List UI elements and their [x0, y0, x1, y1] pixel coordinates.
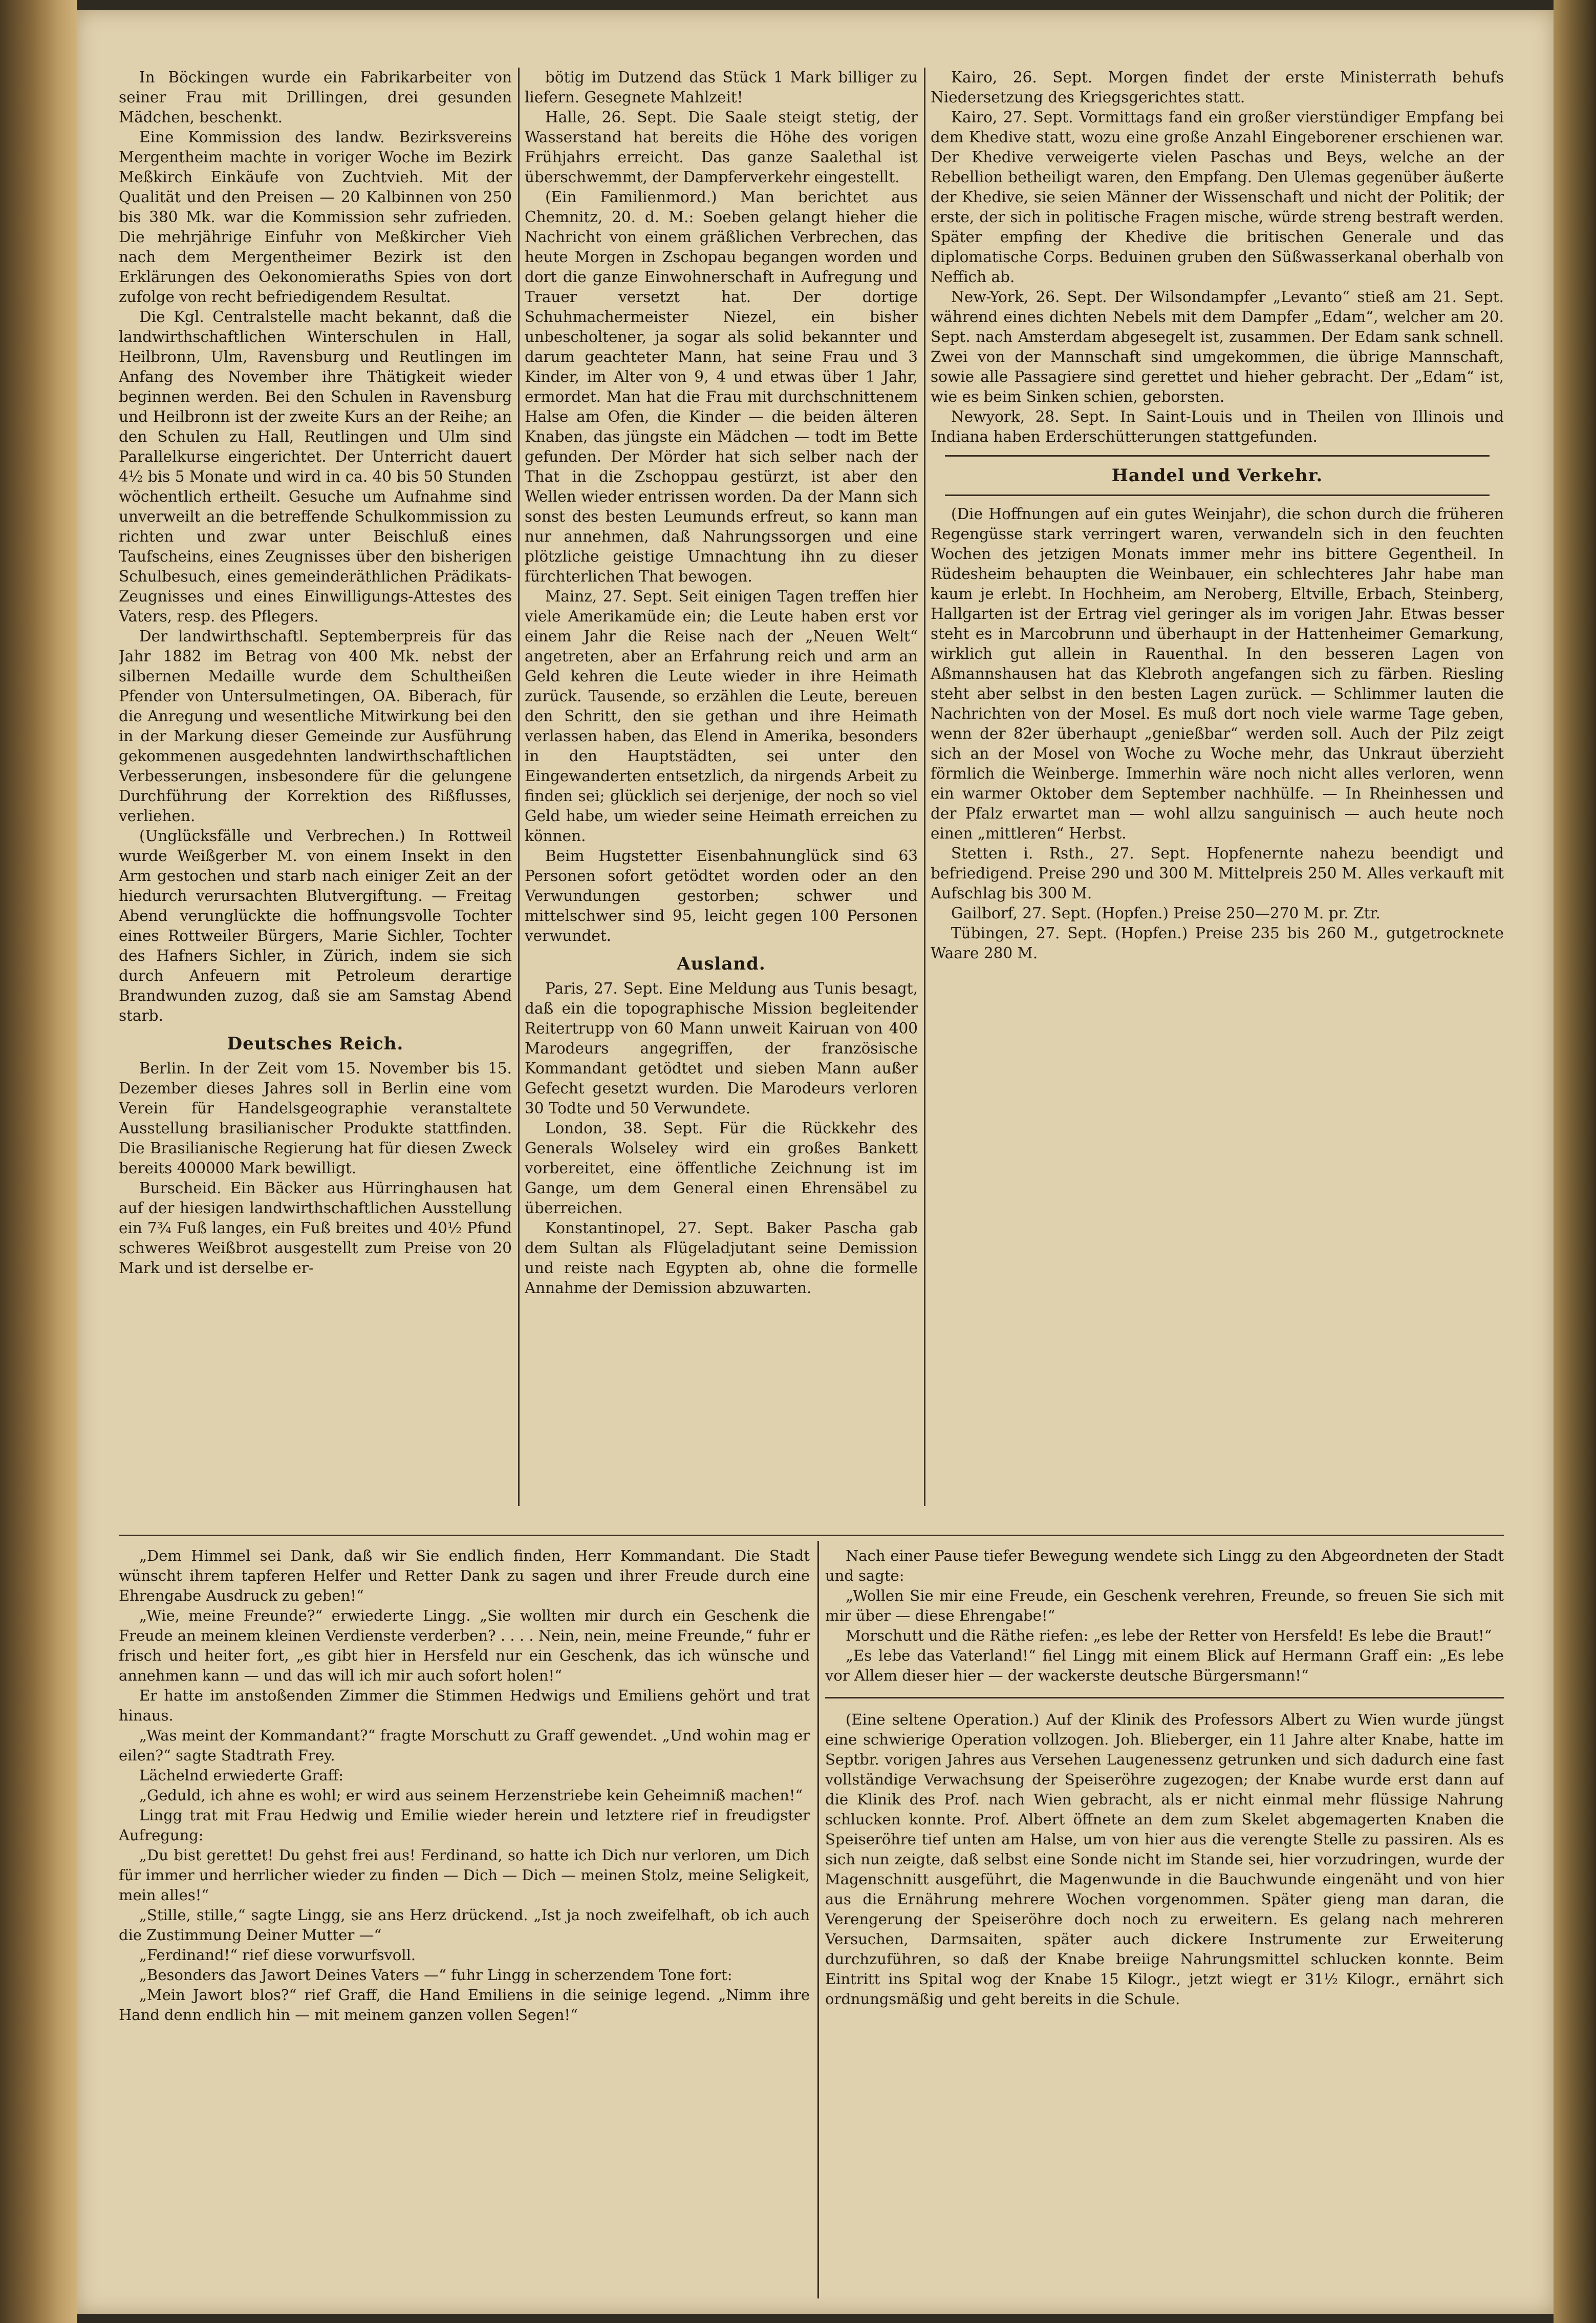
article-paragraph: (Eine seltene Operation.) Auf der Klinik des Professors Albert zu Wien wurde jüngst eine schwierige Operation vollzogen. Joh. Blieberger, ein 11 Jahre alter Knabe, hatte im Septbr. vorigen Jahres aus Versehen Laugenessenz getrunken und sich dadurch eine fast vollständige Verwachsung der Speiseröhre zugezogen; der Knabe wurde erst dann auf die Klinik des Prof. nach Wien gebracht, als er nicht einmal mehr flüssige Nahrung schlucken konnte. Prof. Albert öffnete an dem zum Skelet abgemagerten Knaben die Speiseröhre tief unten am Halse, um von hier aus die verengte Stelle zu passiren. Als es sich nun zeigte, daß selbst eine Sonde nicht im Stande sei, hier vorzudringen, wurde der Magenschnitt ausgeführt, die Magenwunde in die Bauchwunde eingenäht und von hier aus die Ernährung mehrere Wochen vorgenommen. Später gieng man daran, die Verengerung der Speiseröhre doch noch zu erweitern. Es gelang nach mehreren Versuchen, Darmsaiten, später auch dickere Instrumente zur Erweiterung durchzuführen, so daß der Knabe breiige Nahrungsmittel schlucken konnte. Beim Eintritt ins Spital wog der Knabe 15 Kilogr., jetzt wiegt er 31½ Kilogr., ernährt sich ordnungsmäßig und geht bereits in die Schule.: [825, 1711, 1504, 2008]
article-paragraph: London, 38. Sept. Für die Rückkehr des Generals Wolseley wird ein großes Bankett vorbereitet, eine öffentliche Zeichnung ist im Gange, um dem General einen Ehrensäbel zu überreichen.: [525, 1120, 918, 1217]
book-edge-right: [1554, 0, 1596, 2323]
article-paragraph: „Besonders das Jawort Deines Vaters —“ fuhr Lingg in scherzendem Tone fort:: [139, 1966, 732, 1984]
article-paragraph: Halle, 26. Sept. Die Saale steigt stetig, der Wasserstand hat bereits die Höhe des vorigen Frühjahrs erreicht. Das ganze Saalethal ist überschwemmt, der Dampferverkehr eingestellt.: [525, 109, 918, 186]
article-paragraph: (Unglücksfälle und Verbrechen.) In Rottweil wurde Weißgerber M. von einem Insekt in den Arm gestochen und starb nach einiger Zeit an der hiedurch verursachten Blutvergiftung. — Freitag Abend verunglückte die hoffnungsvolle Tochter eines Rottweiler Bürgers, Marie Sichler, Tochter des Hafners Sichler, in Zürich, indem sie sich durch Anfeuern mit Petroleum derartige Brandwunden zuzog, daß sie am Samstag Abend starb.: [119, 827, 512, 1024]
feuilleton-left-text: [119, 1546, 810, 2025]
article-paragraph: Kairo, 27. Sept. Vormittags fand ein großer vierstündiger Empfang bei dem Khedive statt, wozu eine große Anzahl Eingeborener erschienen war. Der Khedive verweigerte vielen Paschas und Beys, welche an der Rebellion betheiligt waren, den Empfang. Den Ulemas gegenüber äußerte der Khedive, sie seien Männer der Wissenschaft und nicht der Politik; der erste, der sich in politische Fragen mische, würde streng bestraft werden. Später empfing der Khedive die britischen Generale und das diplomatische Corps. Beduinen gruben den Süßwasserkanal oberhalb von Neffich ab.: [931, 109, 1504, 286]
article-paragraph: „Ferdinand!“ rief diese vorwurfsvoll.: [139, 1946, 416, 1964]
column-3: [931, 68, 1504, 1506]
article-paragraph: Mainz, 27. Sept. Seit einigen Tagen treffen hier viele Amerikamüde ein; die Leute haben erst vor einem Jahr die Reise nach der „Neuen Welt“ angetreten, aber an Erfahrung reich und arm an Geld kehren die Leute wieder in ihre Heimath zurück. Tausende, so erzählen die Leute, bereuen den Schritt, den sie gethan und ihre Heimath verlassen haben, das Elend in Amerika, besonders in den Hauptstädten, sei unter den Eingewanderten entsetzlich, da nirgends Arbeit zu finden sei; glücklich sei derjenige, der noch so viel Geld habe, um wieder seine Heimath erreichen zu können.: [525, 588, 918, 845]
feuilleton-right-text: [825, 1546, 1504, 1686]
column-2-articles: [525, 68, 918, 946]
article-paragraph: Nach einer Pause tiefer Bewegung wendete sich Lingg zu den Abgeordneten der Stadt und sagte:: [825, 1547, 1504, 1584]
section-heading-handel-und-verkehr: Handel und Verkehr.: [1111, 465, 1323, 486]
column-divider-1: [518, 68, 520, 1506]
article-paragraph: Berlin. In der Zeit vom 15. November bis 15. Dezember dieses Jahres soll in Berlin eine vom Verein für Handelsgeographie veranstaltete Ausstellung brasilianischer Produkte stattfinden. Die Brasilianische Regierung hat für diesen Zweck bereits 400000 Mark bewilligt.: [119, 1060, 512, 1177]
article-paragraph: „Was meint der Kommandant?“ fragte Morschutt zu Graff gewendet. „Und wohin mag er eilen?“ sagte Stadtrath Frey.: [119, 1727, 810, 1764]
column-1: [119, 68, 512, 1506]
article-paragraph: In Böckingen wurde ein Fabrikarbeiter von seiner Frau mit Drillingen, drei gesunden Mädchen, beschenkt.: [119, 69, 512, 126]
feuilleton-left: [119, 1546, 810, 2293]
newspaper-page: [77, 10, 1554, 2314]
article-paragraph: Paris, 27. Sept. Eine Meldung aus Tunis besagt, daß ein die topographische Mission begleitender Reitertrupp von 60 Mann unweit Kairuan von 400 Marodeurs angegriffen, der französische Kommandant getödtet und sieben Mann außer Gefecht gesetzt wurden. Die Marodeurs verloren 30 Todte und 50 Verwundete.: [525, 980, 918, 1117]
article-paragraph: Lächelnd erwiederte Graff:: [139, 1767, 343, 1784]
column-1-articles: [119, 68, 512, 1026]
article-paragraph: Der landwirthschaftl. Septemberpreis für das Jahr 1882 im Betrag von 400 Mk. nebst der silbernen Medaille wurde dem Schultheißen Pfender von Untersulmetingen, OA. Biberach, für die Anregung und wesentliche Mitwirkung bei den in der Markung dieser Gemeinde zur Ausführung gekommenen ausgedehnten landwirthschaftlichen Verbesserungen, insbesondere für die gelungene Durchführung der Korrektion des Rißflusses, verliehen.: [119, 628, 512, 825]
article-paragraph: (Die Hoffnungen auf ein gutes Weinjahr), die schon durch die früheren Regengüsse stark verringert waren, verwandeln sich in den feuchten Wochen des jetzigen Monats immer mehr ins bittere Gegentheil. In Rüdesheim behaupten die Weinbauer, ein schlechteres Jahr habe man kaum je erlebt. In Hochheim, am Neroberg, Eltville, Erbach, Steinberg, Hallgarten ist der Ertrag viel geringer als im vorigen Jahr. Etwas besser steht es in Marcobrunn und überhaupt in der Hattenheimer Gemarkung, wirklich gut allein in Rauenthal. In den besseren Lagen von Aßmannshausen hat das Klebroth angefangen sich zu färben. Riesling steht aber selbst in den besten Lagen zurück. — Schlimmer lauten die Nachrichten von der Mosel. Es muß dort noch viele warme Tage geben, wenn der 82er überhaupt „genießbar“ werden soll. Auch der Pilz zeigt sich an der Mosel von Woche zu Woche mehr, das Unkraut überzieht förmlich die Weinberge. Immerhin wäre noch nicht alles verloren, wenn ein warmer Oktober dem September nachhülfe. — In Rheinhessen und der Pfalz erwartet man — wohl allzu sanguinisch — auch heute noch einen „mittleren“ Herbst.: [931, 505, 1504, 842]
article-paragraph: Stetten i. Rsth., 27. Sept. Hopfenernte nahezu beendigt und befriedigend. Preise 290 und 300 M. Mittelpreis 250 M. Alles verkauft mit Aufschlag bis 300 M.: [931, 845, 1504, 902]
section-rule: [945, 455, 1490, 457]
column-3-articles: [931, 68, 1504, 447]
column-divider-2: [924, 68, 925, 1506]
article-paragraph: Tübingen, 27. Sept. (Hopfen.) Preise 235 bis 260 M., gutgetrocknete Waare 280 M.: [931, 924, 1504, 962]
column-1-articles-2: [119, 1059, 512, 1278]
article-paragraph: Gailborf, 27. Sept. (Hopfen.) Preise 250—270 M. pr. Ztr.: [951, 905, 1381, 922]
article-paragraph: Kairo, 26. Sept. Morgen findet der erste Ministerrath behufs Niedersetzung des Kriegsgerichtes statt.: [931, 69, 1504, 106]
section-heading-deutsches-reich: Deutsches Reich.: [227, 1034, 404, 1054]
article-paragraph: „Dem Himmel sei Dank, daß wir Sie endlich finden, Herr Kommandant. Die Stadt wünscht ihrem tapferen Helfer und Retter Dank zu sagen und ihrer Freude durch eine Ehrengabe Ausdruck zu geben!“: [119, 1547, 810, 1604]
article-paragraph: „Du bist gerettet! Du gehst frei aus! Ferdinand, so hatte ich Dich nur verloren, um Dich für immer und herrlicher wieder zu finden — Dich — Dich — meinen Stolz, meine Seligkeit, mein alles!“: [119, 1846, 810, 1904]
section-rule: [945, 494, 1490, 496]
feuilleton-right: [825, 1546, 1504, 2293]
book-spine-left: [0, 0, 77, 2323]
article-paragraph: (Ein Familienmord.) Man berichtet aus Chemnitz, 20. d. M.: Soeben gelangt hieher die Nachricht von einem gräßlichen Verbrechen, das heute Morgen in Zschopau begangen worden und dort die ganze Einwohnerschaft in Aufregung und Trauer versetzt hat. Der dortige Schuhmachermeister Niezel, ein bisher unbescholtener, ja sogar als solid bekannter und darum geachteter Mann, hat seine Frau und 3 Kinder, im Alter von 9, 4 und etwas über 1 Jahr, ermordet. Man hat die Frau mit durchschnittenem Halse am Ofen, die Kinder — die beiden älteren Knaben, das jüngste ein Mädchen — todt im Bette gefunden. Der Mörder hat sich selber nach der That in die Zschoppau gestürzt, ist aber den Wellen wieder entrissen worden. Da der Mann sich sonst des besten Leumunds erfreut, so kann man nur annehmen, daß Nahrungssorgen und eine plötzliche geistige Umnachtung ihn zu dieser fürchterlichen That bewogen.: [525, 188, 918, 585]
article-paragraph: bötig im Dutzend das Stück 1 Mark billiger zu liefern. Gesegnete Mahlzeit!: [525, 69, 918, 106]
article-paragraph: Eine Kommission des landw. Bezirksvereins Mergentheim machte in voriger Woche im Bezirk Meßkirch Einkäufe von Zuchtvieh. Mit der Qualität und den Preisen — 20 Kalbinnen von 250 bis 380 Mk. war die Kommission sehr zufrieden. Die mehrjährige Einfuhr von Meßkircher Vieh nach dem Mergentheimer Bezirk ist den Erklärungen des Oekonomieraths Spies von dort zufolge von recht befriedigendem Resultat.: [119, 128, 512, 306]
article-paragraph: Lingg trat mit Frau Hedwig und Emilie wieder herein und letztere rief in freudigster Aufregung:: [119, 1806, 810, 1844]
article-paragraph: Burscheid. Ein Bäcker aus Hürringhausen hat auf der hiesigen landwirthschaftlichen Ausstellung ein 7¾ Fuß langes, ein Fuß breites und 40½ Pfund schweres Weißbrot ausgestellt zum Preise von 20 Mark und ist derselbe er-: [119, 1179, 512, 1277]
article-paragraph: „Stille, stille,“ sagte Lingg, sie ans Herz drückend. „Ist ja noch zweifelhaft, ob ich auch die Zustimmung Deiner Mutter —“: [119, 1906, 810, 1944]
article-paragraph: „Mein Jawort blos?“ rief Graff, die Hand Emiliens in die seinige legend. „Nimm ihre Hand denn endlich hin — mit meinem ganzen vollen Segen!“: [119, 1986, 810, 2024]
feuilleton-right-rule: [825, 1697, 1504, 1698]
feuilleton-right-text-2: [825, 1710, 1504, 2009]
article-paragraph: Newyork, 28. Sept. In Saint-Louis und in Theilen von Illinois und Indiana haben Erderschütterungen stattgefunden.: [931, 408, 1504, 445]
article-paragraph: Die Kgl. Centralstelle macht bekannt, daß die landwirthschaftlichen Winterschulen in Hall, Heilbronn, Ulm, Ravensburg und Reutlingen im Anfang des November ihre Thätigkeit wieder beginnen werden. Bei den Schulen in Ravensburg und Heilbronn ist der zweite Kurs an der Reihe; an den Schulen zu Hall, Reutlingen und Ulm sind Parallelkurse eingerichtet. Der Unterricht dauert 4½ bis 5 Monate und wird in ca. 40 bis 50 Stunden wöchentlich ertheilt. Gesuche um Aufnahme sind unverweilt an die betreffende Schulkommission zu richten und zwar unter Beischluß eines Taufscheins, eines Zeugnisses über den bisherigen Schulbesuch, eines gemeinderäthlichen Prädikats-Zeugnisses und eines Einwilligungs-Attestes des Vaters, resp. des Pflegers.: [119, 308, 512, 625]
section-heading-ausland: Ausland.: [677, 954, 766, 974]
article-paragraph: „Geduld, ich ahne es wohl; er wird aus seinem Herzenstriebe kein Geheimniß machen!“: [139, 1787, 803, 1804]
article-paragraph: Beim Hugstetter Eisenbahnunglück sind 63 Personen sofort getödtet worden oder an den Verwundungen gestorben; schwer und mittelschwer sind 95, leicht gegen 100 Personen verwundet.: [525, 847, 918, 944]
article-paragraph: „Es lebe das Vaterland!“ fiel Lingg mit einem Blick auf Hermann Graff ein: „Es lebe vor Allem dieser hier — der wackerste deutsche Bürgersmann!“: [825, 1647, 1504, 1684]
article-paragraph: „Wollen Sie mir eine Freude, ein Geschenk verehren, Freunde, so freuen Sie sich mit mir über — diese Ehrengabe!“: [825, 1587, 1504, 1624]
column-3-articles-2: [931, 504, 1504, 963]
article-paragraph: Er hatte im anstoßenden Zimmer die Stimmen Hedwigs und Emiliens gehört und trat hinaus.: [119, 1687, 810, 1724]
feuilleton-divider: [119, 1535, 1504, 1536]
article-paragraph: „Wie, meine Freunde?“ erwiederte Lingg. „Sie wollten mir durch ein Geschenk die Freude an meinem kleinen Verdienste verderben? . . . . Nein, nein, meine Freunde,“ fuhr er frisch und heiter fort, „es gibt hier in Hersfeld nur ein Geschenk, das ich wünsche und annehmen kann — und das will ich mir auch sofort holen!“: [119, 1607, 810, 1684]
column-2-articles-2: [525, 979, 918, 1298]
feuilleton-column-divider: [817, 1541, 819, 2298]
article-paragraph: Konstantinopel, 27. Sept. Baker Pascha gab dem Sultan als Flügeladjutant seine Demission und reiste nach Egypten ab, ohne die formelle Annahme der Demission abzuwarten.: [525, 1219, 918, 1297]
article-paragraph: New-York, 26. Sept. Der Wilsondampfer „Levanto“ stieß am 21. Sept. während eines dichten Nebels mit dem Dampfer „Edam“, welcher am 20. Sept. nach Amsterdam abgesegelt ist, zusammen. Der Edam sank schnell. Zwei von der Mannschaft sind umgekommen, die übrige Mannschaft, sowie alle Passagiere sind gerettet und hieher gebracht. Der „Edam“ ist, wie es beim Sinken schien, geborsten.: [931, 288, 1504, 405]
column-2: [525, 68, 918, 1506]
article-paragraph: Morschutt und die Räthe riefen: „es lebe der Retter von Hersfeld! Es lebe die Braut!“: [846, 1627, 1492, 1644]
